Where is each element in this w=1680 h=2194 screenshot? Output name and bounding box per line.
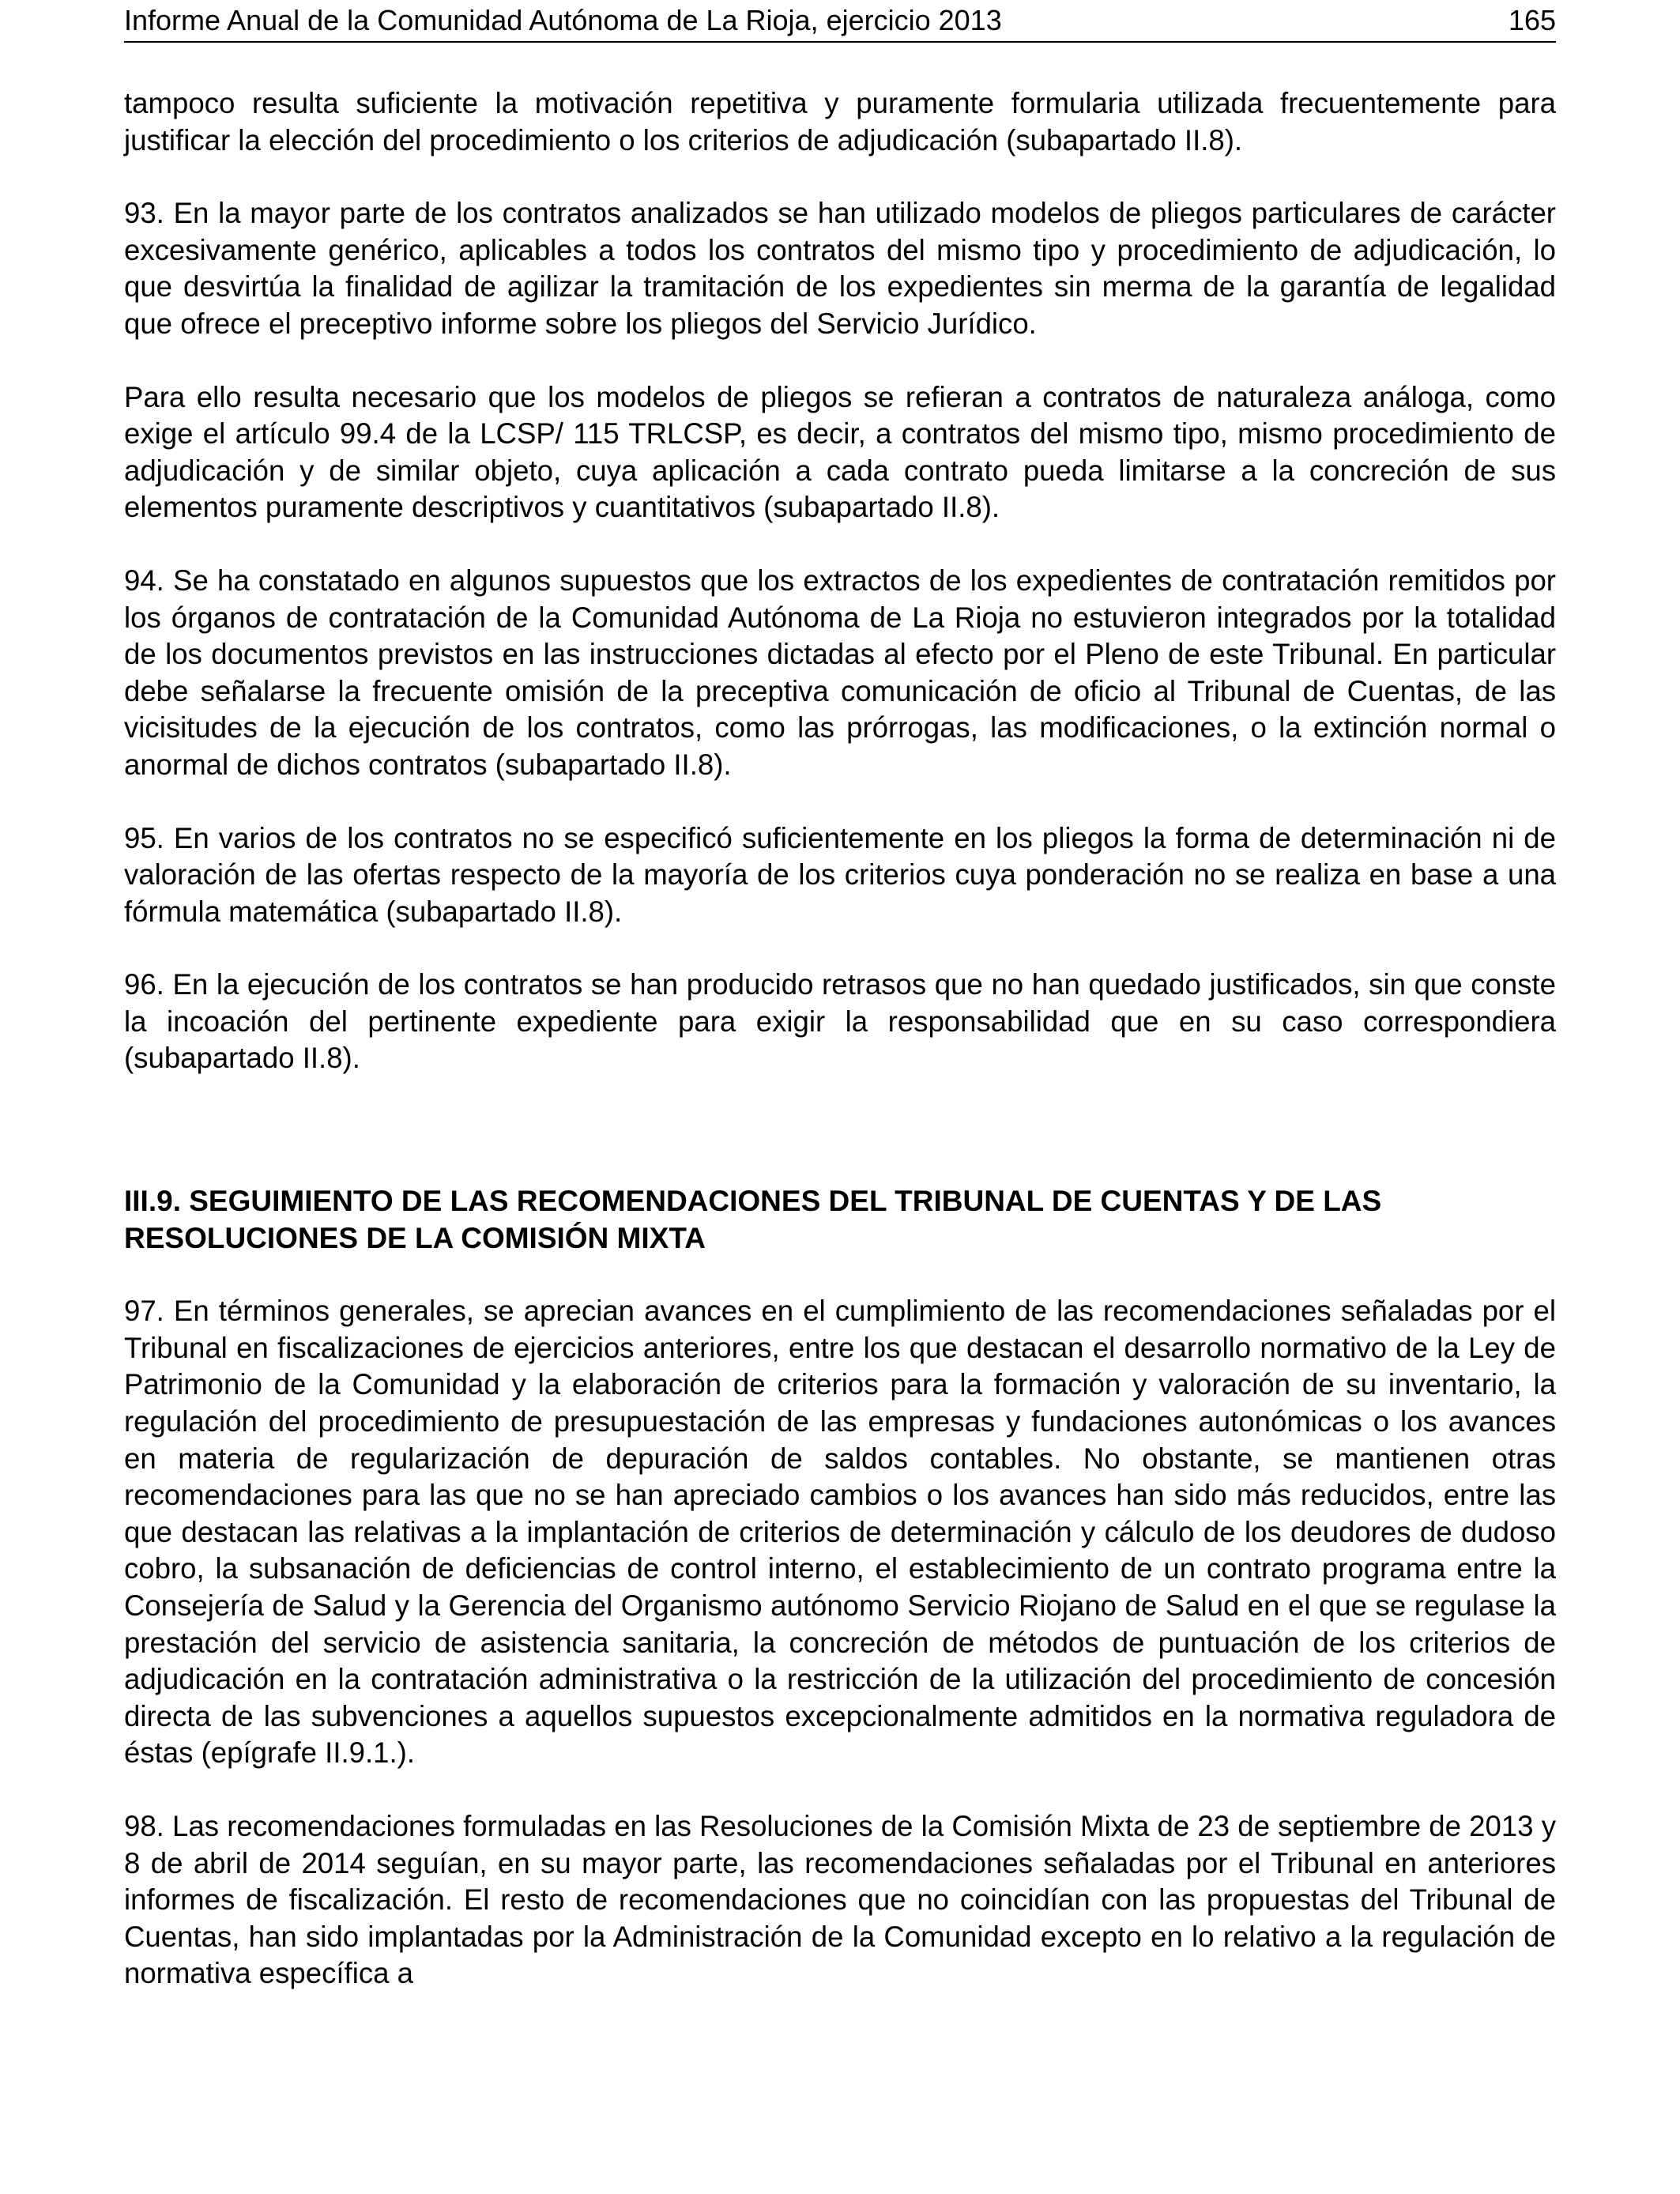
paragraph-94: 94. Se ha constatado en algunos supuestos que los extractos de los expedientes de contratación remitidos por los órganos de contratación de la Comunidad Autónoma de La Rioja no estuvieron integrados por la totalidad de los documentos previstos en las instrucciones dictadas al efecto por el Pleno de este Tribunal. En particular debe señalarse la frecuente omisión de la preceptiva comunicación de oficio al Tribunal de Cuentas, de las vicisitudes de la ejecución de los contratos, como las prórrogas, las modificaciones, o la extinción normal o anormal de dichos contratos (subapartado II.8). [124, 564, 1556, 781]
paragraph-95: 95. En varios de los contratos no se especificó suficientemente en los pliegos la forma de determinación ni de valoración de las ofertas respecto de la mayoría de los criterios cuya ponderación no se realiza en base a una fórmula matemática (subapartado II.8). [124, 821, 1556, 928]
page-number: 165 [1508, 4, 1556, 36]
section-heading: III.9. SEGUIMIENTO DE LAS RECOMENDACIONES DEL TRIBUNAL DE CUENTAS Y DE LAS RESOLUCIONES DE LA COMISIÓN MIXTA [124, 1185, 1382, 1254]
paragraph-93-continued: Para ello resulta necesario que los modelos de pliegos se refieran a contratos de naturaleza análoga, como exige el artículo 99.4 de la LCSP/ 115 TRLCSP, es decir, a contratos del mismo tipo, mismo procedimiento de adjudicación y de similar objeto, cuya aplicación a cada contrato pueda limitarse a la concreción de sus elementos puramente descriptivos y cuantitativos (subapartado II.8). [124, 380, 1556, 524]
paragraph-98: 98. Las recomendaciones formuladas en las Resoluciones de la Comisión Mixta de 23 de septiembre de 2013 y 8 de abril de 2014 seguían, en su mayor parte, las recomendaciones señaladas por el Tribunal en anteriores informes de fiscalización. El resto de recomendaciones que no coincidían con las propuestas del Tribunal de Cuentas, han sido implantadas por la Administración de la Comunidad excepto en lo relativo a la regulación de normativa específica a [124, 1809, 1556, 1990]
header-title: Informe Anual de la Comunidad Autónoma de La Rioja, ejercicio 2013 [124, 4, 1002, 36]
paragraph-97: 97. En términos generales, se aprecian avances en el cumplimiento de las recomendaciones señaladas por el Tribunal en fiscalizaciones de ejercicios anteriores, entre los que destacan el desarrollo normativo de la Ley de Patrimonio de la Comunidad y la elaboración de criterios para la formación y valoración de su inventario, la regulación del procedimiento de presupuestación de las empresas y fundaciones autonómicas o los avances en materia de regularización de depuración de saldos contables. No obstante, se mantienen otras recomendaciones para las que no se han apreciado cambios o los avances han sido más reducidos, entre las que destacan las relativas a la implantación de criterios de determinación y cálculo de los deudores de dudoso cobro, la subsanación de deficiencias de control interno, el establecimiento de un contrato programa entre la Consejería de Salud y la Gerencia del Organismo autónomo Servicio Riojano de Salud en el que se regulase la prestación del servicio de asistencia sanitaria, la concreción de métodos de puntuación de los criterios de adjudicación en la contratación administrativa o la restricción de la utilización del procedimiento de concesión directa de las subvenciones a aquellos supuestos excepcionalmente admitidos en la normativa reguladora de éstas (epígrafe II.9.1.). [124, 1295, 1556, 1770]
paragraph-continuation: tampoco resulta suficiente la motivación repetitiva y puramente formularia utilizada frecuentemente para justificar la elección del procedimiento o los criterios de adjudicación (subapartado II.8). [124, 87, 1556, 156]
paragraph-93: 93. En la mayor parte de los contratos analizados se han utilizado modelos de pliegos particulares de carácter excesivamente genérico, aplicables a todos los contratos del mismo tipo y procedimiento de adjudicación, lo que desvirtúa la finalidad de agilizar la tramitación de los expedientes sin merma de la garantía de legalidad que ofrece el preceptivo informe sobre los pliegos del Servicio Jurídico. [124, 197, 1556, 340]
document-body [124, 85, 1556, 2029]
section-spacer [124, 1114, 1556, 1183]
paragraph-96: 96. En la ejecución de los contratos se han producido retrasos que no han quedado justificados, sin que conste la incoación del pertinente expediente para exigir la responsabilidad que en su caso correspondiera (subapartado II.8). [124, 968, 1556, 1075]
page-header [124, 0, 1556, 43]
